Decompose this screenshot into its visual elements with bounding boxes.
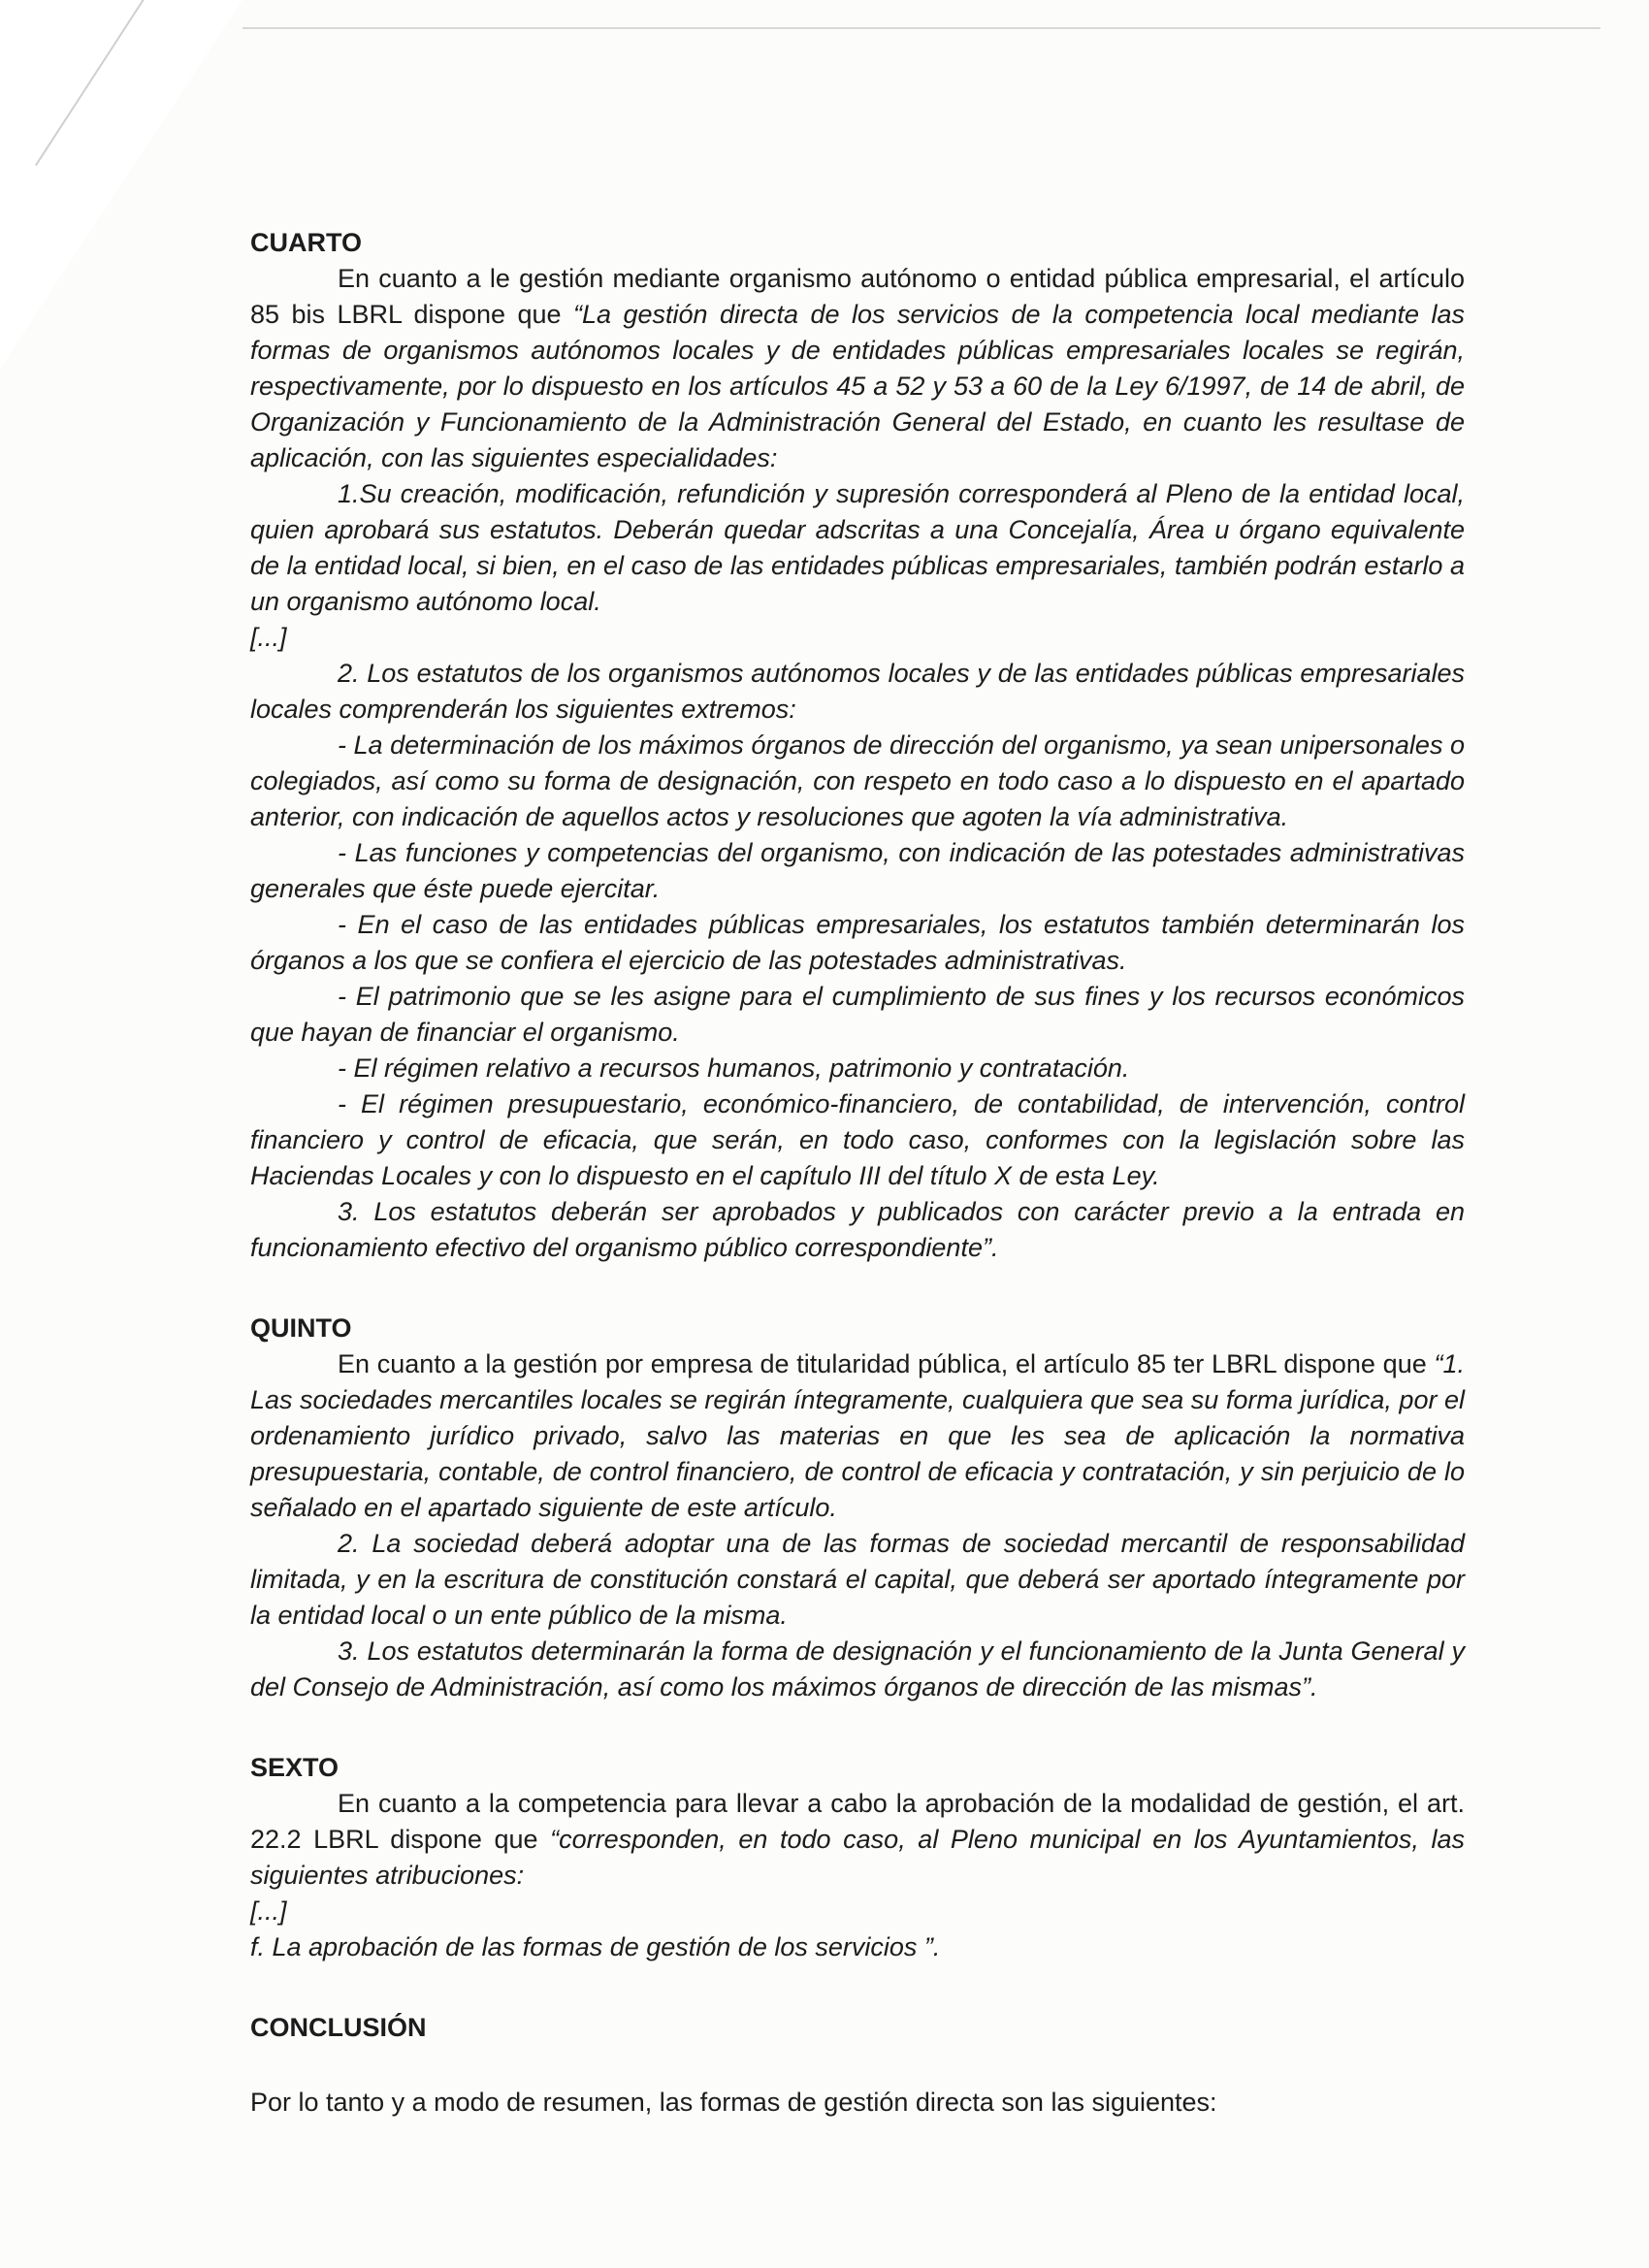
- heading-cuarto: CUARTO: [250, 228, 363, 257]
- cuarto-bullet: [250, 907, 1465, 979]
- spacer: [250, 1266, 1465, 1311]
- spacer: [250, 1965, 1465, 2010]
- section-conclusion: [250, 2010, 1465, 2121]
- cuarto-bullet-text: - En el caso de las entidades públicas empresariales, los estatutos también determinarán los órganos a los que se confiera el ejercicio de las potestades administrativas.: [250, 910, 1465, 975]
- heading-conclusion: CONCLUSIÓN: [250, 2013, 427, 2042]
- section-quinto: [250, 1311, 1465, 1705]
- cuarto-ellipsis-text: [...]: [250, 623, 287, 652]
- cuarto-bullet-text: - Las funciones y competencias del organismo, con indicación de las potestades administrativas generales que éste puede ejercitar.: [250, 838, 1465, 903]
- quinto-item-2-text: 2. La sociedad deberá adoptar una de las formas de sociedad mercantil de responsabilidad limitada, y en la escritura de constitución constará el capital, que deberá ser aportado íntegramente por la entidad local o un ente público de la misma.: [250, 1529, 1465, 1630]
- sexto-intro-text: En cuanto a la competencia para llevar a cabo la aprobación de la modalidad de gestión, el art. 22.2 LBRL dispone que: [250, 1789, 1465, 1854]
- quinto-item-2: [250, 1526, 1465, 1634]
- heading-quinto: QUINTO: [250, 1313, 352, 1343]
- section-sexto: [250, 1750, 1465, 1965]
- cuarto-bullet: [250, 979, 1465, 1051]
- cuarto-ellipsis: [250, 620, 1465, 656]
- cuarto-bullet-text: - La determinación de los máximos órganos de dirección del organismo, ya sean unipersonales o colegiados, así como su forma de designación, con respeto en todo caso a lo dispuesto en el apartado anterior, con indicación de aquellos actos y resoluciones que agoten la vía administrativa.: [250, 730, 1465, 831]
- conclusion-text: Por lo tanto y a modo de resumen, las formas de gestión directa son las siguientes:: [250, 2088, 1217, 2117]
- quinto-intro-text: En cuanto a la gestión por empresa de titularidad pública, el artículo 85 ter LBRL dispone que: [338, 1349, 1435, 1378]
- sexto-quote: “corresponden, en todo caso, al Pleno municipal en los Ayuntamientos, las siguientes atribuciones:: [250, 1825, 1465, 1890]
- cuarto-item-3-text: 3. Los estatutos deberán ser aprobados y publicados con carácter previo a la entrada en funcionamiento efectivo del organismo público correspondiente”.: [250, 1197, 1465, 1262]
- heading-sexto: SEXTO: [250, 1753, 340, 1782]
- cuarto-item-2: [250, 656, 1465, 728]
- cuarto-bullet-text: - El régimen presupuestario, económico-financiero, de contabilidad, de intervención, control financiero y control de eficacia, que serán, en todo caso, conformes con la legislación sobre las Haciendas Locales y con lo dispuesto en el capítulo III del título X de esta Ley.: [250, 1089, 1465, 1190]
- cuarto-intro: [250, 261, 1465, 476]
- quinto-intro: [250, 1346, 1465, 1526]
- sexto-ellipsis-text: [...]: [250, 1896, 287, 1926]
- sexto-item-f: [250, 1929, 1465, 1965]
- cuarto-bullet: [250, 835, 1465, 907]
- spacer: [250, 2046, 1465, 2085]
- section-cuarto: [250, 225, 1465, 1266]
- cuarto-quote: “La gestión directa de los servicios de la competencia local mediante las formas de organismos autónomos locales y de entidades públicas empresariales locales se regirán, respectivamente, por lo dispuesto en los artículos 45 a 52 y 53 a 60 de la Ley 6/1997, de 14 de abril, de Organización y Funcionamiento de la Administración General del Estado, en cuanto les resultase de aplicación, con las siguientes especialidades:: [250, 300, 1465, 472]
- cuarto-bullet: [250, 1086, 1465, 1194]
- cuarto-bullet: [250, 1051, 1465, 1086]
- cuarto-item-2-text: 2. Los estatutos de los organismos autónomos locales y de las entidades públicas empresariales locales comprenderán los siguientes extremos:: [250, 659, 1465, 724]
- cuarto-item-3: [250, 1194, 1465, 1266]
- sexto-intro: [250, 1786, 1465, 1894]
- folded-corner: [0, 0, 242, 369]
- quinto-quote: “1. Las sociedades mercantiles locales se regirán íntegramente, cualquiera que sea su forma jurídica, por el ordenamiento jurídico privado, salvo las materias en que les sea de aplicación la normativa presupuestaria, contable, de control financiero, de control de eficacia y contratación, y sin perjuicio de lo señalado en el apartado siguiente de este artículo.: [250, 1349, 1465, 1522]
- sexto-ellipsis: [250, 1894, 1465, 1929]
- cuarto-bullet-text: - El régimen relativo a recursos humanos, patrimonio y contratación.: [338, 1053, 1130, 1083]
- spacer: [250, 1705, 1465, 1750]
- cuarto-bullet: [250, 728, 1465, 835]
- page-top-edge: [242, 27, 1600, 29]
- document-body: [250, 225, 1465, 2121]
- quinto-item-3: [250, 1634, 1465, 1705]
- cuarto-item-1-text: 1.Su creación, modificación, refundición y supresión corresponderá al Pleno de la entidad local, quien aprobará sus estatutos. Deberán quedar adscritas a una Concejalía, Área u órgano equivalente de la entidad local, si bien, en el caso de las entidades públicas empresariales, también podrán estarlo a un organismo autónomo local.: [250, 479, 1465, 616]
- cuarto-intro-text: En cuanto a le gestión mediante organismo autónomo o entidad pública empresarial, el artículo 85 bis LBRL dispone que: [250, 264, 1465, 329]
- quinto-item-3-text: 3. Los estatutos determinarán la forma de designación y el funcionamiento de la Junta General y del Consejo de Administración, así como los máximos órganos de dirección de las mismas”.: [250, 1636, 1465, 1701]
- cuarto-bullet-text: - El patrimonio que se les asigne para el cumplimiento de sus fines y los recursos económicos que hayan de financiar el organismo.: [250, 982, 1465, 1047]
- cuarto-item-1: [250, 476, 1465, 620]
- sexto-item-f-text: f. La aprobación de las formas de gestión de los servicios ”.: [250, 1932, 941, 1961]
